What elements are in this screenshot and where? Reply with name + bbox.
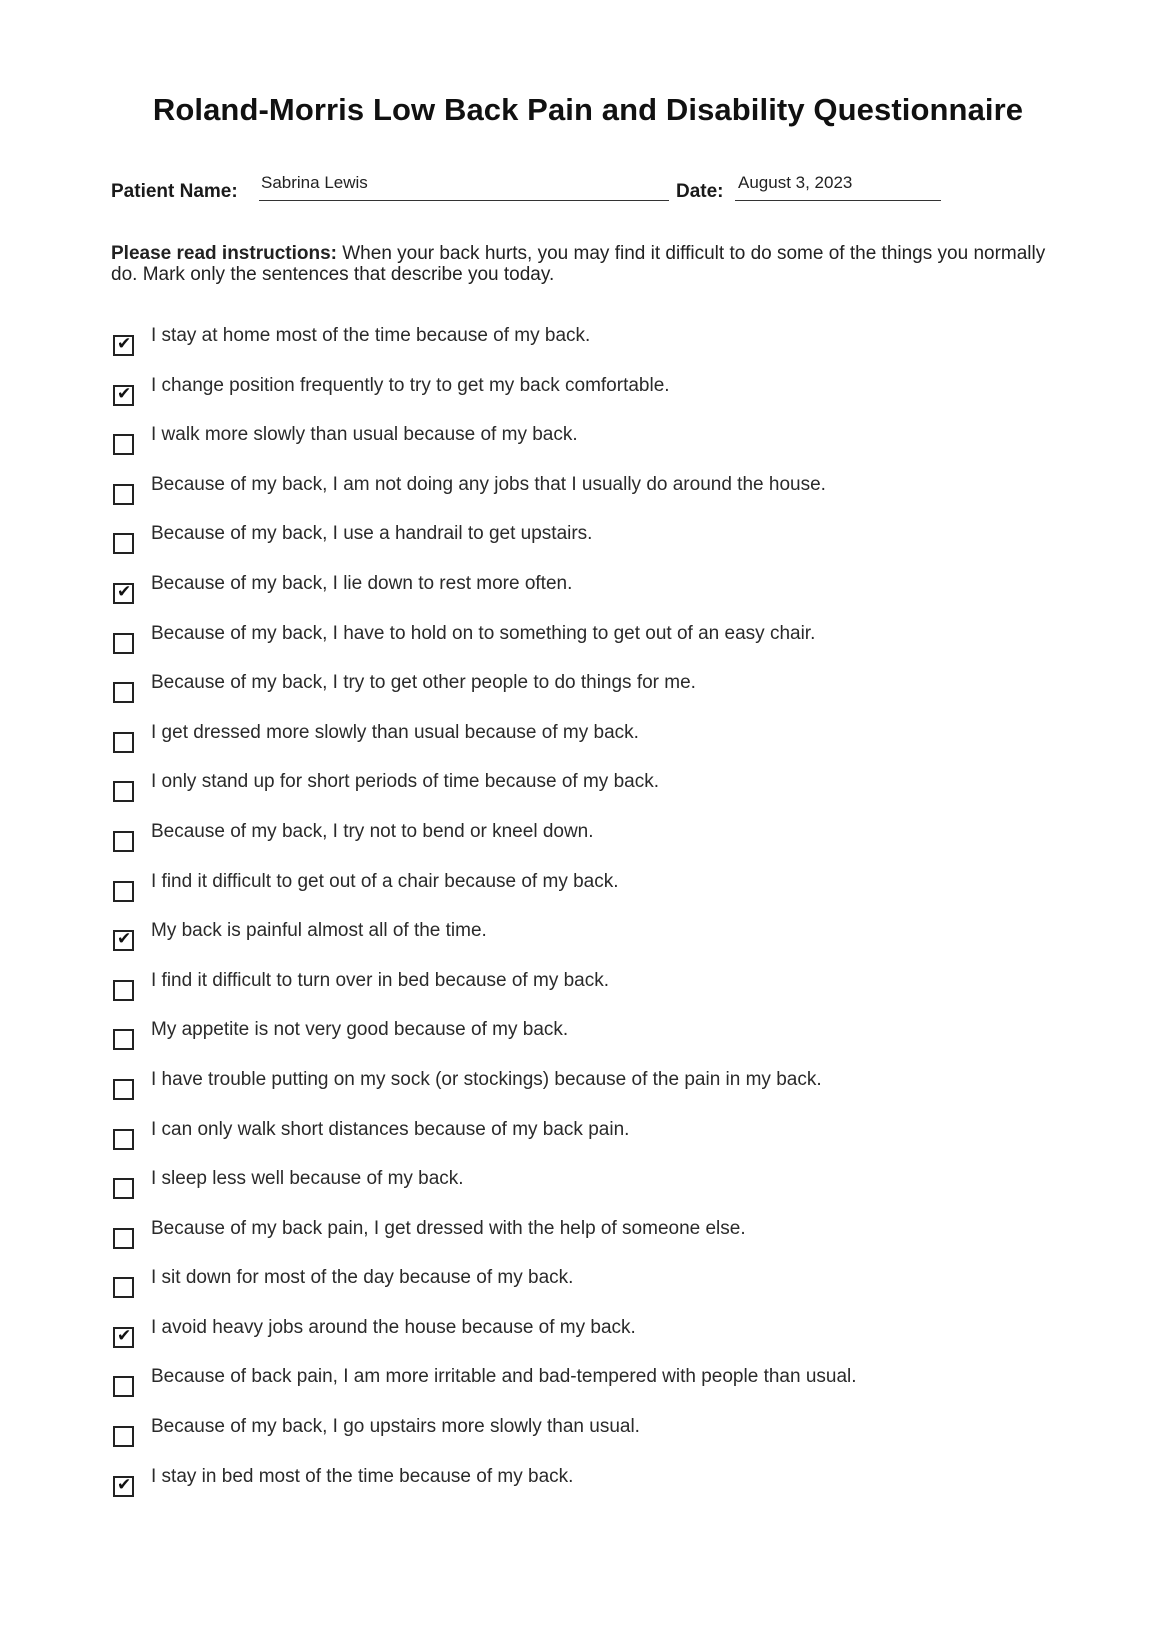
- statement-text: I have trouble putting on my sock (or stockings) because of the pain in my back.: [151, 1068, 822, 1090]
- statement-item: [111, 1267, 1111, 1317]
- statement-text: Because of my back, I lie down to rest more often.: [151, 572, 573, 594]
- instructions-text: When your back hurts, you may find it difficult to do some of the things you normally do. Mark only the sentences that describe you today.: [111, 243, 1046, 285]
- statement-checkbox[interactable]: [113, 781, 134, 802]
- statement-item: [111, 871, 1111, 921]
- statement-item: [111, 1366, 1111, 1416]
- statement-text: I stay at home most of the time because of my back.: [151, 325, 591, 346]
- statement-text: I find it difficult to turn over in bed because of my back.: [151, 969, 610, 991]
- statement-item: [111, 970, 1111, 1020]
- statement-text: Because of my back, I try not to bend or kneel down.: [151, 820, 594, 842]
- statement-text: I stay in bed most of the time because of my back.: [151, 1465, 574, 1487]
- statement-checkbox[interactable]: [113, 1228, 134, 1249]
- statement-text: My back is painful almost all of the time.: [151, 920, 487, 942]
- statement-item: [111, 1416, 1111, 1466]
- statement-checkbox[interactable]: [113, 1029, 134, 1050]
- statement-text: I get dressed more slowly than usual because of my back.: [151, 721, 639, 743]
- checkmark-icon: ✔: [117, 581, 132, 602]
- page-title: Roland-Morris Low Back Pain and Disability Questionnaire: [152, 92, 1024, 127]
- checkmark-icon: ✔: [117, 1325, 132, 1346]
- date-label: Date:: [676, 181, 724, 202]
- statement-item: [111, 325, 1111, 375]
- statement-item: [111, 672, 1111, 722]
- statement-checkbox[interactable]: [113, 533, 134, 554]
- statement-item: [111, 375, 1111, 425]
- statement-text: I sleep less well because of my back.: [151, 1168, 464, 1190]
- statement-item: [111, 1019, 1111, 1069]
- statement-checkbox[interactable]: [113, 930, 134, 951]
- statement-checkbox[interactable]: [113, 434, 134, 455]
- statement-checkbox[interactable]: [113, 1476, 134, 1497]
- statement-item: [111, 1317, 1111, 1367]
- statement-text: I can only walk short distances because of my back pain.: [151, 1118, 630, 1140]
- checkmark-icon: ✔: [117, 383, 132, 404]
- statement-checkbox[interactable]: [113, 385, 134, 406]
- date-field[interactable]: August 3, 2023: [738, 173, 853, 192]
- statement-checkbox[interactable]: [113, 1178, 134, 1199]
- statement-checkbox[interactable]: [113, 1079, 134, 1100]
- statement-text: Because of my back, I use a handrail to get upstairs.: [151, 523, 593, 545]
- statement-checkbox[interactable]: [113, 484, 134, 505]
- date-underline: [735, 200, 941, 201]
- statement-list: [111, 325, 1111, 1515]
- statement-item: [111, 1168, 1111, 1218]
- instructions-lead: Please read instructions:: [111, 243, 337, 264]
- statement-item: [111, 722, 1111, 772]
- statement-item: [111, 474, 1111, 524]
- statement-item: [111, 523, 1111, 573]
- statement-item: [111, 1069, 1111, 1119]
- statement-text: I change position frequently to try to get my back comfortable.: [151, 374, 670, 396]
- statement-text: Because of my back, I try to get other people to do things for me.: [151, 672, 696, 694]
- statement-checkbox[interactable]: [113, 335, 134, 356]
- statement-text: I avoid heavy jobs around the house because of my back.: [151, 1316, 636, 1338]
- statement-checkbox[interactable]: [113, 732, 134, 753]
- statement-text: Because of my back, I go upstairs more slowly than usual.: [151, 1416, 640, 1438]
- statement-checkbox[interactable]: [113, 831, 134, 852]
- statement-text: My appetite is not very good because of my back.: [151, 1019, 569, 1041]
- statement-checkbox[interactable]: [113, 980, 134, 1001]
- statement-text: Because of my back, I am not doing any jobs that I usually do around the house.: [151, 473, 826, 495]
- statement-item: [111, 771, 1111, 821]
- patient-name-label: Patient Name:: [111, 181, 238, 202]
- patient-name-field[interactable]: Sabrina Lewis: [261, 173, 368, 192]
- statement-checkbox[interactable]: [113, 1277, 134, 1298]
- instructions: [111, 243, 1071, 285]
- checkmark-icon: ✔: [117, 929, 132, 950]
- checkmark-icon: ✔: [117, 1474, 132, 1495]
- statement-item: [111, 623, 1111, 673]
- statement-item: [111, 821, 1111, 871]
- statement-checkbox[interactable]: [113, 1376, 134, 1397]
- statement-item: [111, 424, 1111, 474]
- patient-name-underline: [259, 200, 669, 201]
- statement-item: [111, 1119, 1111, 1169]
- statement-checkbox[interactable]: [113, 1129, 134, 1150]
- statement-item: [111, 920, 1111, 970]
- statement-text: Because of back pain, I am more irritable and bad-tempered with people than usual.: [151, 1366, 857, 1388]
- statement-text: I sit down for most of the day because of my back.: [151, 1267, 574, 1289]
- statement-checkbox[interactable]: [113, 633, 134, 654]
- statement-text: I only stand up for short periods of time because of my back.: [151, 771, 659, 793]
- statement-checkbox[interactable]: [113, 583, 134, 604]
- statement-text: Because of my back, I have to hold on to something to get out of an easy chair.: [151, 622, 816, 644]
- statement-checkbox[interactable]: [113, 1426, 134, 1447]
- statement-item: [111, 573, 1111, 623]
- statement-checkbox[interactable]: [113, 682, 134, 703]
- statement-checkbox[interactable]: [113, 881, 134, 902]
- statement-text: I walk more slowly than usual because of my back.: [151, 424, 578, 446]
- statement-item: [111, 1218, 1111, 1268]
- statement-text: I find it difficult to get out of a chair because of my back.: [151, 870, 619, 892]
- statement-item: [111, 1466, 1111, 1516]
- statement-text: Because of my back pain, I get dressed with the help of someone else.: [151, 1217, 746, 1239]
- checkmark-icon: ✔: [117, 334, 132, 354]
- statement-checkbox[interactable]: [113, 1327, 134, 1348]
